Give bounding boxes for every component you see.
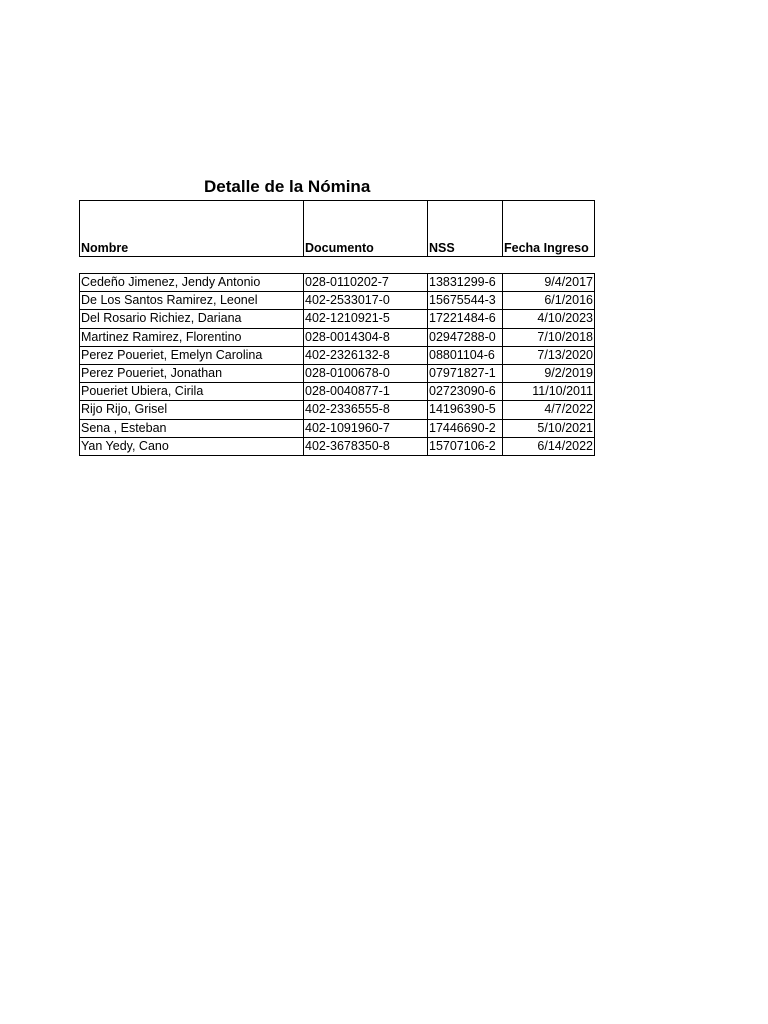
header-documento: Documento <box>304 201 428 257</box>
cell-nss: 17221484-6 <box>428 310 503 328</box>
cell-nss: 14196390-5 <box>428 401 503 419</box>
cell-nss: 15675544-3 <box>428 292 503 310</box>
header-nss: NSS <box>428 201 503 257</box>
table-row <box>80 292 595 310</box>
cell-documento: 028-0014304-8 <box>304 328 428 346</box>
cell-fecha-ingreso: 7/13/2020 <box>503 346 595 364</box>
cell-nombre: Sena , Esteban <box>80 419 304 437</box>
cell-documento: 402-1091960-7 <box>304 419 428 437</box>
cell-nombre: Cedeño Jimenez, Jendy Antonio <box>80 274 304 292</box>
cell-documento: 028-0100678-0 <box>304 364 428 382</box>
table-row <box>80 401 595 419</box>
cell-documento: 402-3678350-8 <box>304 437 428 455</box>
cell-nombre: Perez Poueriet, Jonathan <box>80 364 304 382</box>
cell-nombre: Perez Poueriet, Emelyn Carolina <box>80 346 304 364</box>
cell-nss: 08801104-6 <box>428 346 503 364</box>
table-row <box>80 364 595 382</box>
cell-nss: 13831299-6 <box>428 274 503 292</box>
table-row <box>80 274 595 292</box>
cell-fecha-ingreso: 11/10/2011 <box>503 383 595 401</box>
cell-nss: 02723090-6 <box>428 383 503 401</box>
cell-nombre: Del Rosario Richiez, Dariana <box>80 310 304 328</box>
cell-fecha-ingreso: 4/10/2023 <box>503 310 595 328</box>
cell-nss: 02947288-0 <box>428 328 503 346</box>
page-title: Detalle de la Nómina <box>204 177 371 196</box>
header-row <box>80 201 595 257</box>
cell-documento: 402-2326132-8 <box>304 346 428 364</box>
payroll-rows <box>80 274 595 456</box>
cell-nss: 17446690-2 <box>428 419 503 437</box>
table-row <box>80 328 595 346</box>
table-row <box>80 383 595 401</box>
table-row <box>80 437 595 455</box>
cell-fecha-ingreso: 6/14/2022 <box>503 437 595 455</box>
table-row <box>80 346 595 364</box>
cell-fecha-ingreso: 6/1/2016 <box>503 292 595 310</box>
cell-fecha-ingreso: 4/7/2022 <box>503 401 595 419</box>
cell-documento: 028-0040877-1 <box>304 383 428 401</box>
header-nombre: Nombre <box>80 201 304 257</box>
cell-nombre: Poueriet Ubiera, Cirila <box>80 383 304 401</box>
cell-documento: 028-0110202-7 <box>304 274 428 292</box>
payroll-table <box>79 273 595 456</box>
cell-nss: 07971827-1 <box>428 364 503 382</box>
table-row <box>80 310 595 328</box>
table-row <box>80 419 595 437</box>
cell-nombre: Martinez Ramirez, Florentino <box>80 328 304 346</box>
cell-nss: 15707106-2 <box>428 437 503 455</box>
cell-documento: 402-1210921-5 <box>304 310 428 328</box>
cell-fecha-ingreso: 9/4/2017 <box>503 274 595 292</box>
cell-nombre: Rijo Rijo, Grisel <box>80 401 304 419</box>
cell-nombre: De Los Santos Ramirez, Leonel <box>80 292 304 310</box>
cell-documento: 402-2336555-8 <box>304 401 428 419</box>
cell-fecha-ingreso: 5/10/2021 <box>503 419 595 437</box>
column-header-table <box>79 200 595 257</box>
cell-fecha-ingreso: 7/10/2018 <box>503 328 595 346</box>
cell-documento: 402-2533017-0 <box>304 292 428 310</box>
cell-nombre: Yan Yedy, Cano <box>80 437 304 455</box>
header-fecha-ingreso: Fecha Ingreso <box>503 201 595 257</box>
cell-fecha-ingreso: 9/2/2019 <box>503 364 595 382</box>
